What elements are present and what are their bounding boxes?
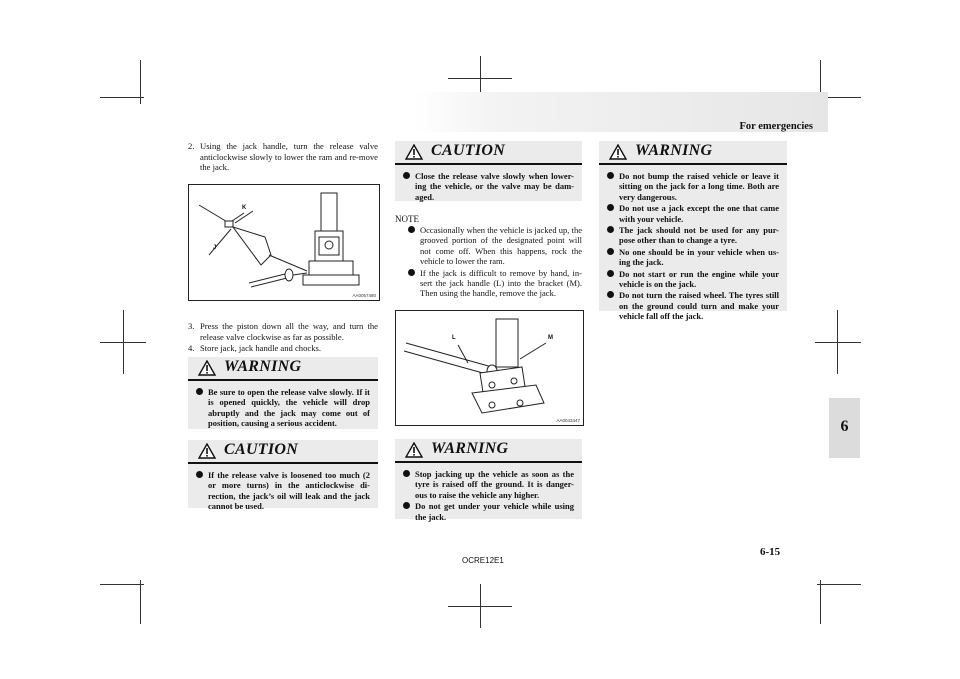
bullet-icon — [607, 248, 614, 255]
warning-item: Be sure to open the release valve slowly. If it is opened quickly, the vehicle will drop abruptly and the jack may come out of position, causing a serious accident. — [196, 387, 370, 429]
caution-triangle-icon — [198, 443, 216, 459]
caution-box-left — [188, 440, 378, 512]
bullet-icon — [607, 226, 614, 233]
warning-triangle-icon — [609, 144, 627, 160]
caution-header — [188, 440, 378, 464]
jack-bracket-illustration — [396, 311, 583, 425]
bullet-icon — [196, 471, 203, 478]
warning-item: Do not get under your vehicle while using the jack. — [403, 501, 574, 522]
note-item: Occasionally when the vehicle is jacked up, the grooved portion of the designated point will not come off. When this happens, rock the vehicle to lower the ram. — [408, 225, 582, 267]
figure-label-k: K — [242, 205, 247, 211]
figure-label-j: J — [213, 245, 217, 251]
jack-illustration — [189, 185, 379, 300]
warning-item: The jack should not be used for any pur-pose other than to change a tyre. — [607, 225, 779, 246]
warning-title: WARNING — [635, 142, 713, 159]
warning-header — [188, 357, 378, 381]
caution-triangle-icon — [405, 144, 423, 160]
warning-item: No one should be in your vehicle when us-ing the jack. — [607, 247, 779, 268]
figure-jack-release-valve — [188, 184, 380, 301]
caution-title: CAUTION — [431, 142, 506, 159]
figure-code: AA0043447 — [556, 418, 580, 423]
bullet-icon — [403, 502, 410, 509]
warning-triangle-icon — [198, 360, 216, 376]
caution-item: Close the release valve slowly when lower-ing the vehicle, or the valve may be dam-aged. — [403, 171, 574, 202]
bullet-icon — [607, 172, 614, 179]
warning-header — [599, 141, 787, 165]
bullet-icon — [196, 388, 203, 395]
figure-jack-handle-bracket — [395, 310, 584, 426]
warning-title: WARNING — [431, 440, 509, 457]
step-4: 4. Store jack, jack handle and chocks. — [188, 343, 321, 353]
bullet-icon — [607, 204, 614, 211]
bullet-icon — [408, 269, 415, 276]
note-list — [408, 225, 582, 300]
bullet-icon — [403, 172, 410, 179]
section-title: For emergencies — [739, 121, 813, 132]
warning-box-right — [599, 141, 787, 322]
figure-label-l: L — [452, 335, 456, 341]
page-number: 6-15 — [760, 546, 781, 558]
document-code: OCRE12E1 — [462, 556, 504, 565]
chapter-number: 6 — [840, 418, 849, 435]
warning-item: Do not turn the raised wheel. The tyres still on the ground could turn and make your vehicle fall off the jack. — [607, 290, 779, 321]
note-label: NOTE — [395, 214, 419, 224]
note-item: If the jack is difficult to remove by hand, in-sert the jack handle (L) into the bracket (M). Then using the handle, remove the jack. — [408, 268, 582, 299]
chapter-tab — [829, 398, 860, 458]
warning-item: Do not use a jack except the one that came with your vehicle. — [607, 203, 779, 224]
caution-title: CAUTION — [224, 441, 299, 458]
caution-box-middle — [395, 141, 582, 201]
figure-code: AA0057480 — [352, 293, 376, 298]
warning-box-middle — [395, 439, 582, 522]
bullet-icon — [607, 291, 614, 298]
warning-item: Do not start or run the engine while your vehicle is on the jack. — [607, 269, 779, 290]
bullet-icon — [408, 226, 415, 233]
figure-label-m: M — [548, 335, 553, 341]
bullet-icon — [607, 270, 614, 277]
warning-triangle-icon — [405, 442, 423, 458]
caution-header — [395, 141, 582, 165]
step-3: 3. Press the piston down all the way, and turn the release valve clockwise as far as possible. — [188, 321, 378, 342]
warning-item: Do not bump the raised vehicle or leave it sitting on the jack for a long time. Both are very dangerous. — [607, 171, 779, 202]
bullet-icon — [403, 470, 410, 477]
step-2: 2. Using the jack handle, turn the release valve anticlockwise slowly to lower the ram and re-move the jack. — [188, 141, 378, 173]
warning-item: Stop jacking up the vehicle as soon as the tyre is raised off the ground. It is danger-ous to raise the vehicle any higher. — [403, 469, 574, 500]
warning-box-left — [188, 357, 378, 429]
warning-title: WARNING — [224, 358, 302, 375]
caution-item: If the release valve is loosened too much (2 or more turns) in the anticlockwise di-rection, the jack’s oil will leak and the jack cannot be used. — [196, 470, 370, 512]
warning-header — [395, 439, 582, 463]
